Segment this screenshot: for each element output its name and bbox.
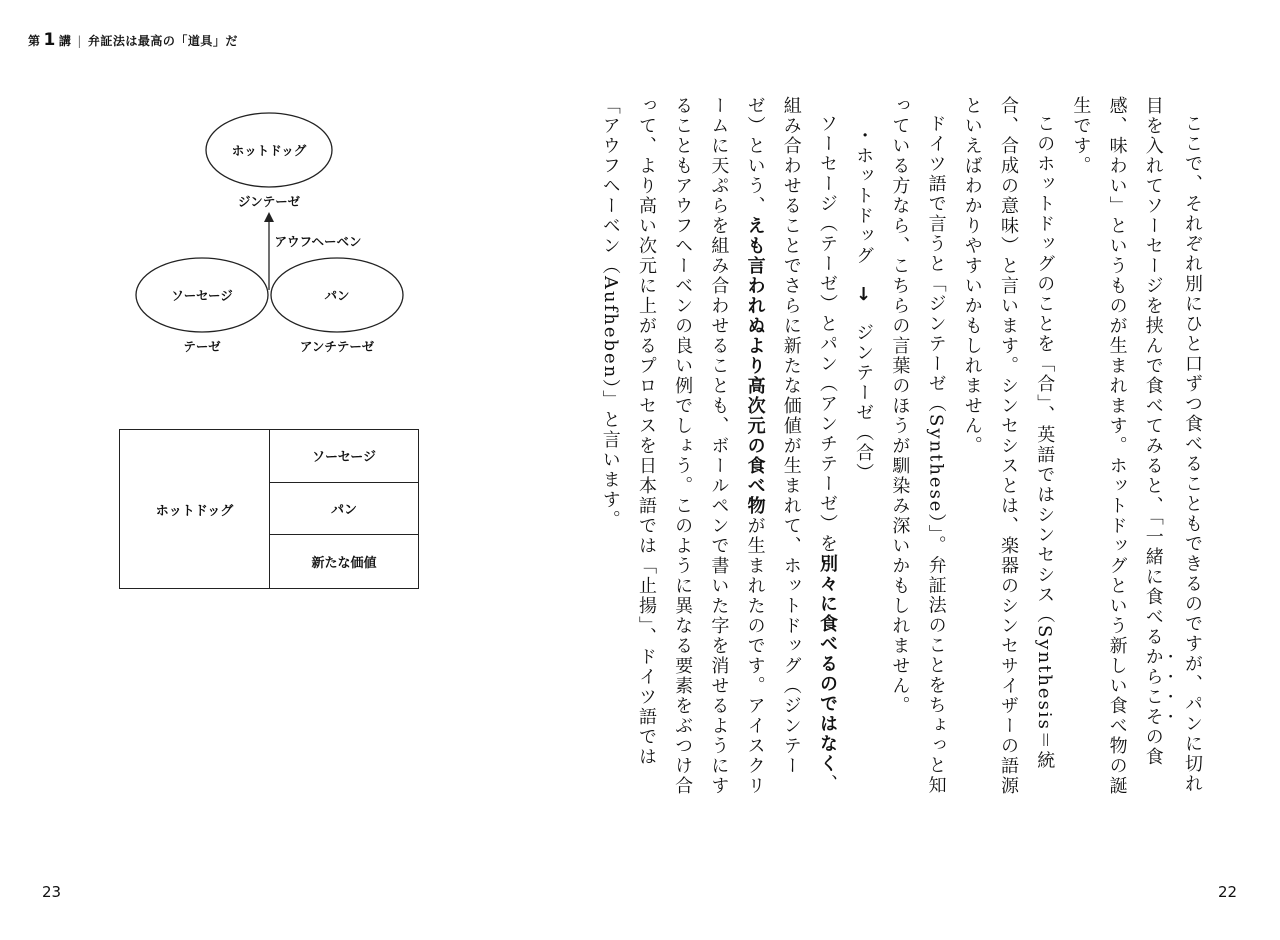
right-page-body xyxy=(599,96,1210,796)
paragraph-3: ドイツ語で言うと「ジンテーゼ（Synthese）」。弁証法のことをちょっと知っている方なら、こちらの言葉のほうが馴染み深いかもしれません。 xyxy=(889,96,947,796)
right-ellipse-label: パン xyxy=(324,288,350,303)
down-arrow-icon: → xyxy=(853,286,875,304)
bullet-line: ・ホットドッグ → ジンテーゼ（合） xyxy=(853,126,875,484)
table-row: 新たな価値 xyxy=(311,556,377,572)
table-row: パン xyxy=(270,483,418,536)
paragraph-1: ここで、それぞれ別にひと口ずつ食べることもできるのですが、パンに切れ目を入れてソーセージを挟んで食べてみると、「一緒に食べるからこその食感、味わい」というものが生まれます。ホットドッグという新しい食べ物の誕生です。 xyxy=(1070,96,1203,796)
chapter-title: 弁証法は最高の「道具」だ xyxy=(87,34,238,48)
right-caption: アンチテーゼ xyxy=(299,339,375,354)
table-row: ソーセージ xyxy=(270,430,418,483)
bold-phrase-1: 別々に食べるのではなく xyxy=(816,554,838,774)
left-ellipse-label: ソーセージ xyxy=(171,288,233,303)
emphasis-dots: からこそ xyxy=(1142,647,1164,727)
bold-phrase-2: えも言われぬより高次元の食べ物 xyxy=(744,216,766,516)
table-right-column xyxy=(270,430,418,588)
left-caption: テーゼ xyxy=(183,339,221,354)
table-left-cell: ホットドッグ xyxy=(120,430,270,588)
top-ellipse-label: ホットドッグ xyxy=(231,143,307,158)
paragraph-2: このホットドッグのことを「合」、英語ではシンセシス（Synthesis＝統合、合成の意味）と言います。シンセシスとは、楽器のシンセサイザーの語源といえばわかりやすいかもしれません。 xyxy=(961,96,1056,796)
chapter-suffix: 講 xyxy=(58,34,72,48)
chapter-number: 1 xyxy=(43,30,56,50)
chapter-prefix: 第 xyxy=(28,34,41,48)
top-caption: ジンテーゼ xyxy=(238,194,300,209)
up-arrow-icon xyxy=(264,212,274,222)
paragraph-4: ソーセージ（テーゼ）とパン（アンチテーゼ）を別々に食べるのではなく、組み合わせることでさらに新たな価値が生まれて、ホットドッグ（ジンテーゼ）という、えも言われぬより高次元の食べ物が生まれたのです。アイスクリームに天ぷらを組み合わせることも、ボールペンで書いた字を消せるようにすることもアウフヘーベンの良い例でしょう。このように異なる要素をぶつけ合って、より高い次元に上がるプロセスを日本語では「止揚」、ドイツ語では「アウフヘーベン（Aufheben）」と言います。 xyxy=(599,96,838,796)
page-number-right: 22 xyxy=(1218,883,1238,901)
arrow-label: アウフヘーベン xyxy=(274,234,362,249)
header-separator: | xyxy=(77,34,82,48)
concept-table xyxy=(119,429,419,589)
page-number-left: 23 xyxy=(42,883,62,901)
